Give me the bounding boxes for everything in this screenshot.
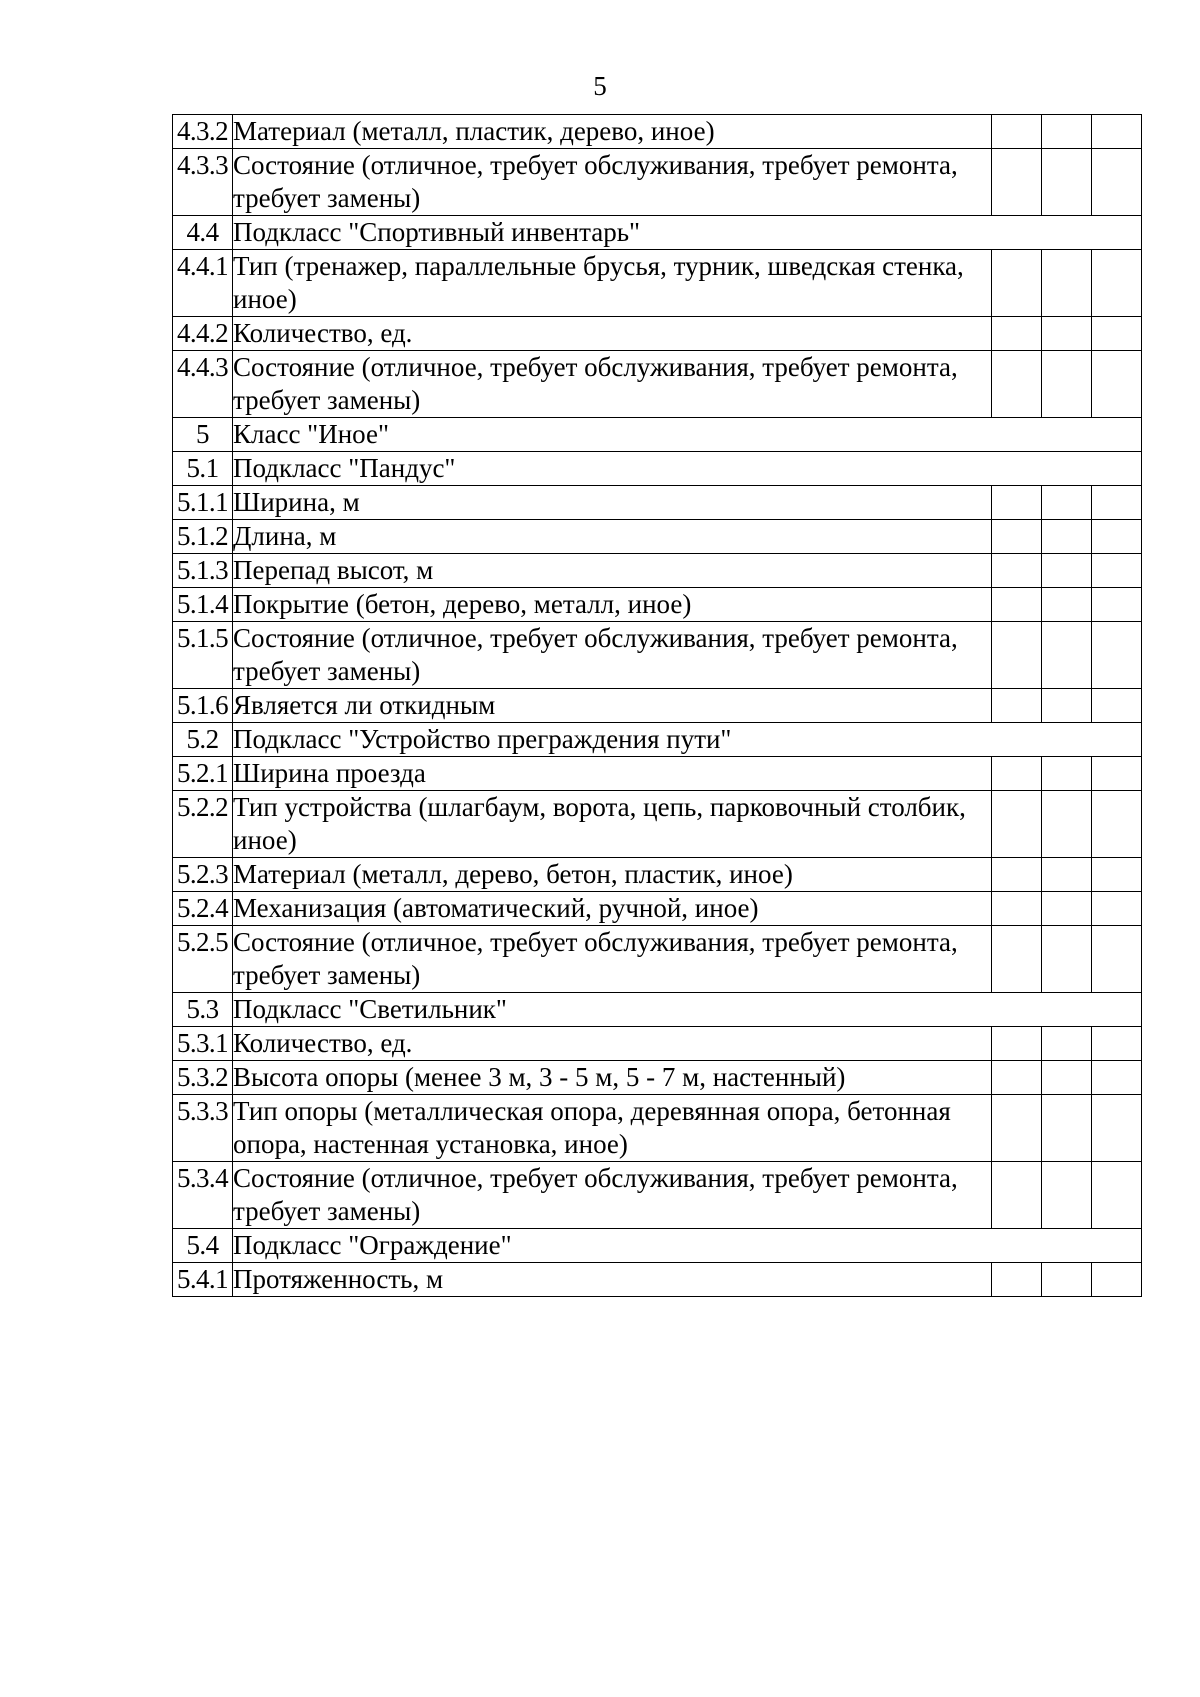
table-row (173, 1095, 1142, 1162)
value-cell-1 (992, 115, 1042, 149)
value-cell-2 (1042, 791, 1092, 858)
table-row (173, 520, 1142, 554)
table-section-row (173, 418, 1142, 452)
value-cell-2 (1042, 554, 1092, 588)
table-row (173, 317, 1142, 351)
value-cell-2 (1042, 1162, 1092, 1229)
row-description: Подкласс "Устройство преграждения пути" (233, 723, 1142, 757)
row-description: Перепад высот, м (233, 554, 992, 588)
table-section-row (173, 216, 1142, 250)
value-cell-1 (992, 757, 1042, 791)
row-number: 4.4.3 (173, 351, 233, 418)
value-cell-3 (1092, 1095, 1142, 1162)
value-cell-1 (992, 588, 1042, 622)
value-cell-3 (1092, 486, 1142, 520)
value-cell-2 (1042, 317, 1092, 351)
row-description: Тип устройства (шлагбаум, ворота, цепь, парковочный столбик, иное) (233, 791, 992, 858)
table-section-row (173, 993, 1142, 1027)
row-number: 4.3.3 (173, 149, 233, 216)
row-number: 5.3 (173, 993, 233, 1027)
row-number: 5.3.1 (173, 1027, 233, 1061)
row-number: 5 (173, 418, 233, 452)
specification-table (172, 114, 1142, 1297)
value-cell-2 (1042, 149, 1092, 216)
value-cell-3 (1092, 926, 1142, 993)
table-row (173, 892, 1142, 926)
value-cell-2 (1042, 1061, 1092, 1095)
value-cell-3 (1092, 757, 1142, 791)
value-cell-1 (992, 926, 1042, 993)
row-description: Подкласс "Пандус" (233, 452, 1142, 486)
row-description: Материал (металл, дерево, бетон, пластик, иное) (233, 858, 992, 892)
row-description: Состояние (отличное, требует обслуживания, требует ремонта, требует замены) (233, 1162, 992, 1229)
row-number: 5.2 (173, 723, 233, 757)
row-number: 5.2.2 (173, 791, 233, 858)
row-description: Ширина проезда (233, 757, 992, 791)
value-cell-1 (992, 622, 1042, 689)
row-number: 5.1.5 (173, 622, 233, 689)
value-cell-1 (992, 1162, 1042, 1229)
value-cell-2 (1042, 622, 1092, 689)
table-row (173, 791, 1142, 858)
table-row (173, 1162, 1142, 1229)
value-cell-2 (1042, 588, 1092, 622)
row-number: 4.4 (173, 216, 233, 250)
row-number: 5.2.1 (173, 757, 233, 791)
row-number: 5.4 (173, 1229, 233, 1263)
value-cell-2 (1042, 1263, 1092, 1297)
value-cell-3 (1092, 554, 1142, 588)
value-cell-2 (1042, 892, 1092, 926)
row-number: 5.1 (173, 452, 233, 486)
value-cell-3 (1092, 1263, 1142, 1297)
value-cell-3 (1092, 149, 1142, 216)
value-cell-1 (992, 1263, 1042, 1297)
table-row (173, 250, 1142, 317)
table-row (173, 351, 1142, 418)
value-cell-1 (992, 689, 1042, 723)
table-row (173, 858, 1142, 892)
row-description: Подкласс "Светильник" (233, 993, 1142, 1027)
row-number: 5.3.3 (173, 1095, 233, 1162)
value-cell-2 (1042, 757, 1092, 791)
table-row (173, 622, 1142, 689)
value-cell-3 (1092, 689, 1142, 723)
table-row (173, 149, 1142, 216)
value-cell-3 (1092, 115, 1142, 149)
value-cell-2 (1042, 250, 1092, 317)
row-description: Состояние (отличное, требует обслуживания, требует ремонта, требует замены) (233, 622, 992, 689)
table-row (173, 115, 1142, 149)
row-description: Тип опоры (металлическая опора, деревянная опора, бетонная опора, настенная установка, иное) (233, 1095, 992, 1162)
value-cell-1 (992, 1027, 1042, 1061)
row-description: Количество, ед. (233, 317, 992, 351)
value-cell-3 (1092, 1162, 1142, 1229)
row-description: Длина, м (233, 520, 992, 554)
row-description: Материал (металл, пластик, дерево, иное) (233, 115, 992, 149)
value-cell-2 (1042, 1095, 1092, 1162)
value-cell-1 (992, 317, 1042, 351)
row-description: Покрытие (бетон, дерево, металл, иное) (233, 588, 992, 622)
row-number: 4.4.1 (173, 250, 233, 317)
row-number: 5.3.2 (173, 1061, 233, 1095)
value-cell-1 (992, 892, 1042, 926)
row-number: 5.4.1 (173, 1263, 233, 1297)
table-row (173, 757, 1142, 791)
row-number: 4.3.2 (173, 115, 233, 149)
row-number: 5.1.1 (173, 486, 233, 520)
value-cell-2 (1042, 1027, 1092, 1061)
row-description: Состояние (отличное, требует обслуживания, требует ремонта, требует замены) (233, 926, 992, 993)
value-cell-3 (1092, 1061, 1142, 1095)
value-cell-3 (1092, 520, 1142, 554)
row-description: Количество, ед. (233, 1027, 992, 1061)
row-number: 5.3.4 (173, 1162, 233, 1229)
table-row (173, 1263, 1142, 1297)
row-description: Ширина, м (233, 486, 992, 520)
value-cell-2 (1042, 689, 1092, 723)
row-number: 4.4.2 (173, 317, 233, 351)
value-cell-2 (1042, 926, 1092, 993)
value-cell-1 (992, 351, 1042, 418)
value-cell-1 (992, 520, 1042, 554)
row-description: Высота опоры (менее 3 м, 3 - 5 м, 5 - 7 м, настенный) (233, 1061, 992, 1095)
value-cell-3 (1092, 588, 1142, 622)
table-row (173, 554, 1142, 588)
value-cell-1 (992, 250, 1042, 317)
value-cell-3 (1092, 791, 1142, 858)
row-number: 5.1.3 (173, 554, 233, 588)
value-cell-2 (1042, 520, 1092, 554)
row-description: Является ли откидным (233, 689, 992, 723)
table-row (173, 689, 1142, 723)
table-row (173, 926, 1142, 993)
value-cell-2 (1042, 351, 1092, 418)
row-number: 5.1.2 (173, 520, 233, 554)
value-cell-3 (1092, 250, 1142, 317)
value-cell-1 (992, 1061, 1042, 1095)
table-row (173, 486, 1142, 520)
value-cell-3 (1092, 858, 1142, 892)
value-cell-2 (1042, 858, 1092, 892)
value-cell-1 (992, 149, 1042, 216)
value-cell-3 (1092, 351, 1142, 418)
value-cell-1 (992, 858, 1042, 892)
row-number: 5.1.4 (173, 588, 233, 622)
row-number: 5.2.5 (173, 926, 233, 993)
row-description: Подкласс "Спортивный инвентарь" (233, 216, 1142, 250)
value-cell-3 (1092, 317, 1142, 351)
value-cell-1 (992, 1095, 1042, 1162)
table-section-row (173, 452, 1142, 486)
value-cell-1 (992, 486, 1042, 520)
table-row (173, 1061, 1142, 1095)
row-description: Класс "Иное" (233, 418, 1142, 452)
row-description: Состояние (отличное, требует обслуживания, требует ремонта, требует замены) (233, 351, 992, 418)
row-description: Механизация (автоматический, ручной, иное) (233, 892, 992, 926)
value-cell-3 (1092, 1027, 1142, 1061)
value-cell-1 (992, 554, 1042, 588)
table-section-row (173, 723, 1142, 757)
row-description: Тип (тренажер, параллельные брусья, турник, шведская стенка, иное) (233, 250, 992, 317)
value-cell-3 (1092, 892, 1142, 926)
row-description: Протяженность, м (233, 1263, 992, 1297)
value-cell-3 (1092, 622, 1142, 689)
row-number: 5.2.3 (173, 858, 233, 892)
table-row (173, 1027, 1142, 1061)
table-body (173, 115, 1142, 1297)
table-row (173, 588, 1142, 622)
row-description: Состояние (отличное, требует обслуживания, требует ремонта, требует замены) (233, 149, 992, 216)
value-cell-2 (1042, 115, 1092, 149)
row-number: 5.1.6 (173, 689, 233, 723)
page-number: 5 (593, 71, 607, 101)
row-description: Подкласс "Ограждение" (233, 1229, 1142, 1263)
table-section-row (173, 1229, 1142, 1263)
value-cell-2 (1042, 486, 1092, 520)
row-number: 5.2.4 (173, 892, 233, 926)
value-cell-1 (992, 791, 1042, 858)
